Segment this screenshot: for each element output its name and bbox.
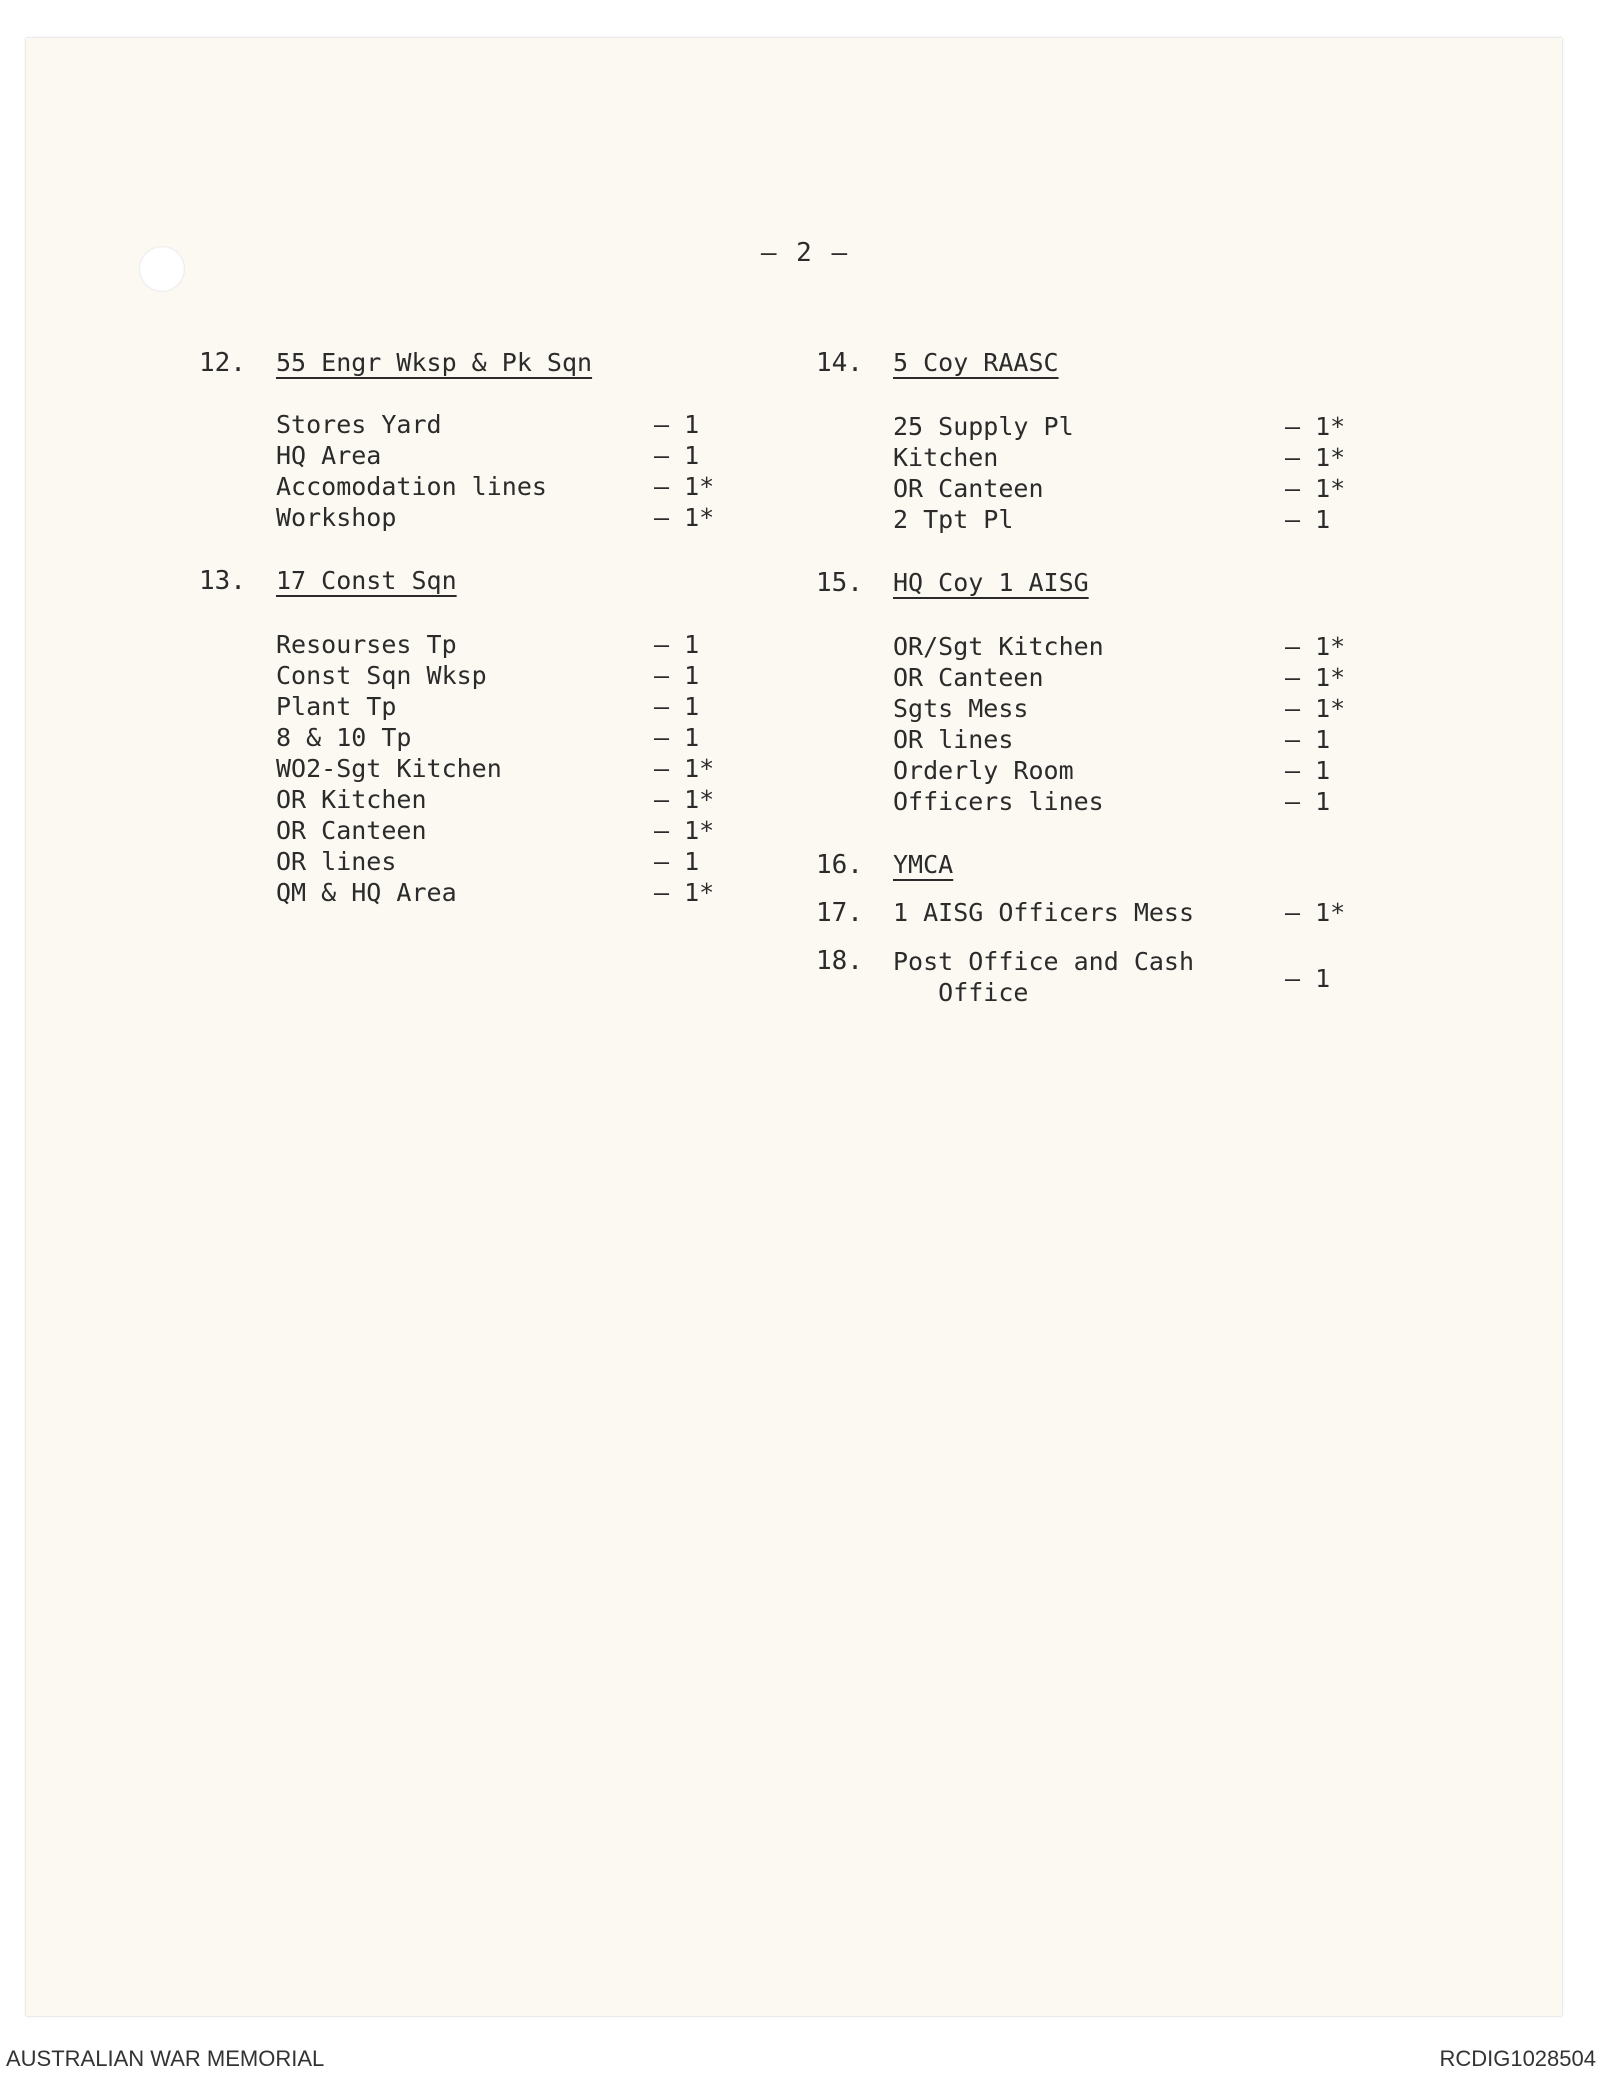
section-number: 17. — [816, 898, 863, 928]
item-label: OR Canteen — [893, 474, 1044, 503]
item-count: – 1* — [1285, 443, 1346, 472]
section-number: 16. — [816, 850, 863, 880]
item-count: – 1 — [654, 410, 700, 439]
item-label: Plant Tp — [276, 692, 397, 721]
document-page — [26, 38, 1562, 2016]
item-label: 2 Tpt Pl — [893, 505, 1014, 534]
item-count: – 1 — [654, 847, 700, 876]
section-number: 12. — [199, 348, 246, 378]
item-count: – 1* — [654, 503, 715, 532]
item-count: – 1* — [654, 754, 715, 783]
section-number: 18. — [816, 946, 863, 976]
section-number: 15. — [816, 568, 863, 598]
footer-id: RCDIG1028504 — [1439, 2046, 1596, 2071]
item-label: 1 AISG Officers Mess — [893, 898, 1195, 927]
item-count: – 1 — [1285, 725, 1331, 754]
item-label: OR Canteen — [893, 663, 1044, 692]
section-number: 14. — [816, 348, 863, 378]
item-label: Stores Yard — [276, 410, 442, 439]
item-count: – 1* — [654, 472, 715, 501]
item-label: QM & HQ Area — [276, 878, 457, 907]
item-count: – 1 — [1285, 787, 1331, 816]
item-label: Workshop — [276, 503, 397, 532]
item-count: – 1* — [654, 816, 715, 845]
item-count: – 1* — [1285, 898, 1346, 927]
item-label: OR lines — [893, 725, 1014, 754]
item-count: – 1* — [1285, 474, 1346, 503]
section-title: 17 Const Sqn — [276, 566, 457, 595]
item-label: WO2-Sgt Kitchen — [276, 754, 502, 783]
item-label: OR Kitchen — [276, 785, 427, 814]
item-label: Orderly Room — [893, 756, 1074, 785]
item-count: – 1 — [654, 441, 700, 470]
item-count: – 1* — [1285, 412, 1346, 441]
item-count: – 1 — [654, 661, 700, 690]
footer-source: AUSTRALIAN WAR MEMORIAL — [6, 2046, 325, 2071]
section-number: 13. — [199, 566, 246, 596]
item-label: Officers lines — [893, 787, 1104, 816]
item-count: – 1* — [1285, 663, 1346, 692]
item-count: – 1 — [654, 692, 700, 721]
item-label: 8 & 10 Tp — [276, 723, 412, 752]
section-title: 55 Engr Wksp & Pk Sqn — [276, 348, 593, 377]
page-number: – 2 – — [760, 238, 850, 268]
item-count: – 1 — [1285, 505, 1331, 534]
item-label: Post Office and Cash Office — [893, 947, 1195, 1007]
item-count: – 1 — [1285, 964, 1331, 993]
item-label: Kitchen — [893, 443, 999, 472]
section-title: YMCA — [893, 850, 954, 879]
item-label: OR Canteen — [276, 816, 427, 845]
item-count: – 1 — [654, 630, 700, 659]
punch-hole — [139, 246, 185, 292]
item-label: Resourses Tp — [276, 630, 457, 659]
item-count: – 1* — [654, 785, 715, 814]
item-label: Sgts Mess — [893, 694, 1029, 723]
item-label: Const Sqn Wksp — [276, 661, 487, 690]
item-label: OR/Sgt Kitchen — [893, 632, 1104, 661]
item-label: HQ Area — [276, 441, 382, 470]
item-label: 25 Supply Pl — [893, 412, 1074, 441]
item-count: – 1* — [1285, 632, 1346, 661]
item-label: Accomodation lines — [276, 472, 547, 501]
item-count: – 1* — [654, 878, 715, 907]
item-label: OR lines — [276, 847, 397, 876]
section-title: HQ Coy 1 AISG — [893, 568, 1089, 597]
item-count: – 1* — [1285, 694, 1346, 723]
item-count: – 1 — [1285, 756, 1331, 785]
section-title: 5 Coy RAASC — [893, 348, 1059, 377]
item-count: – 1 — [654, 723, 700, 752]
